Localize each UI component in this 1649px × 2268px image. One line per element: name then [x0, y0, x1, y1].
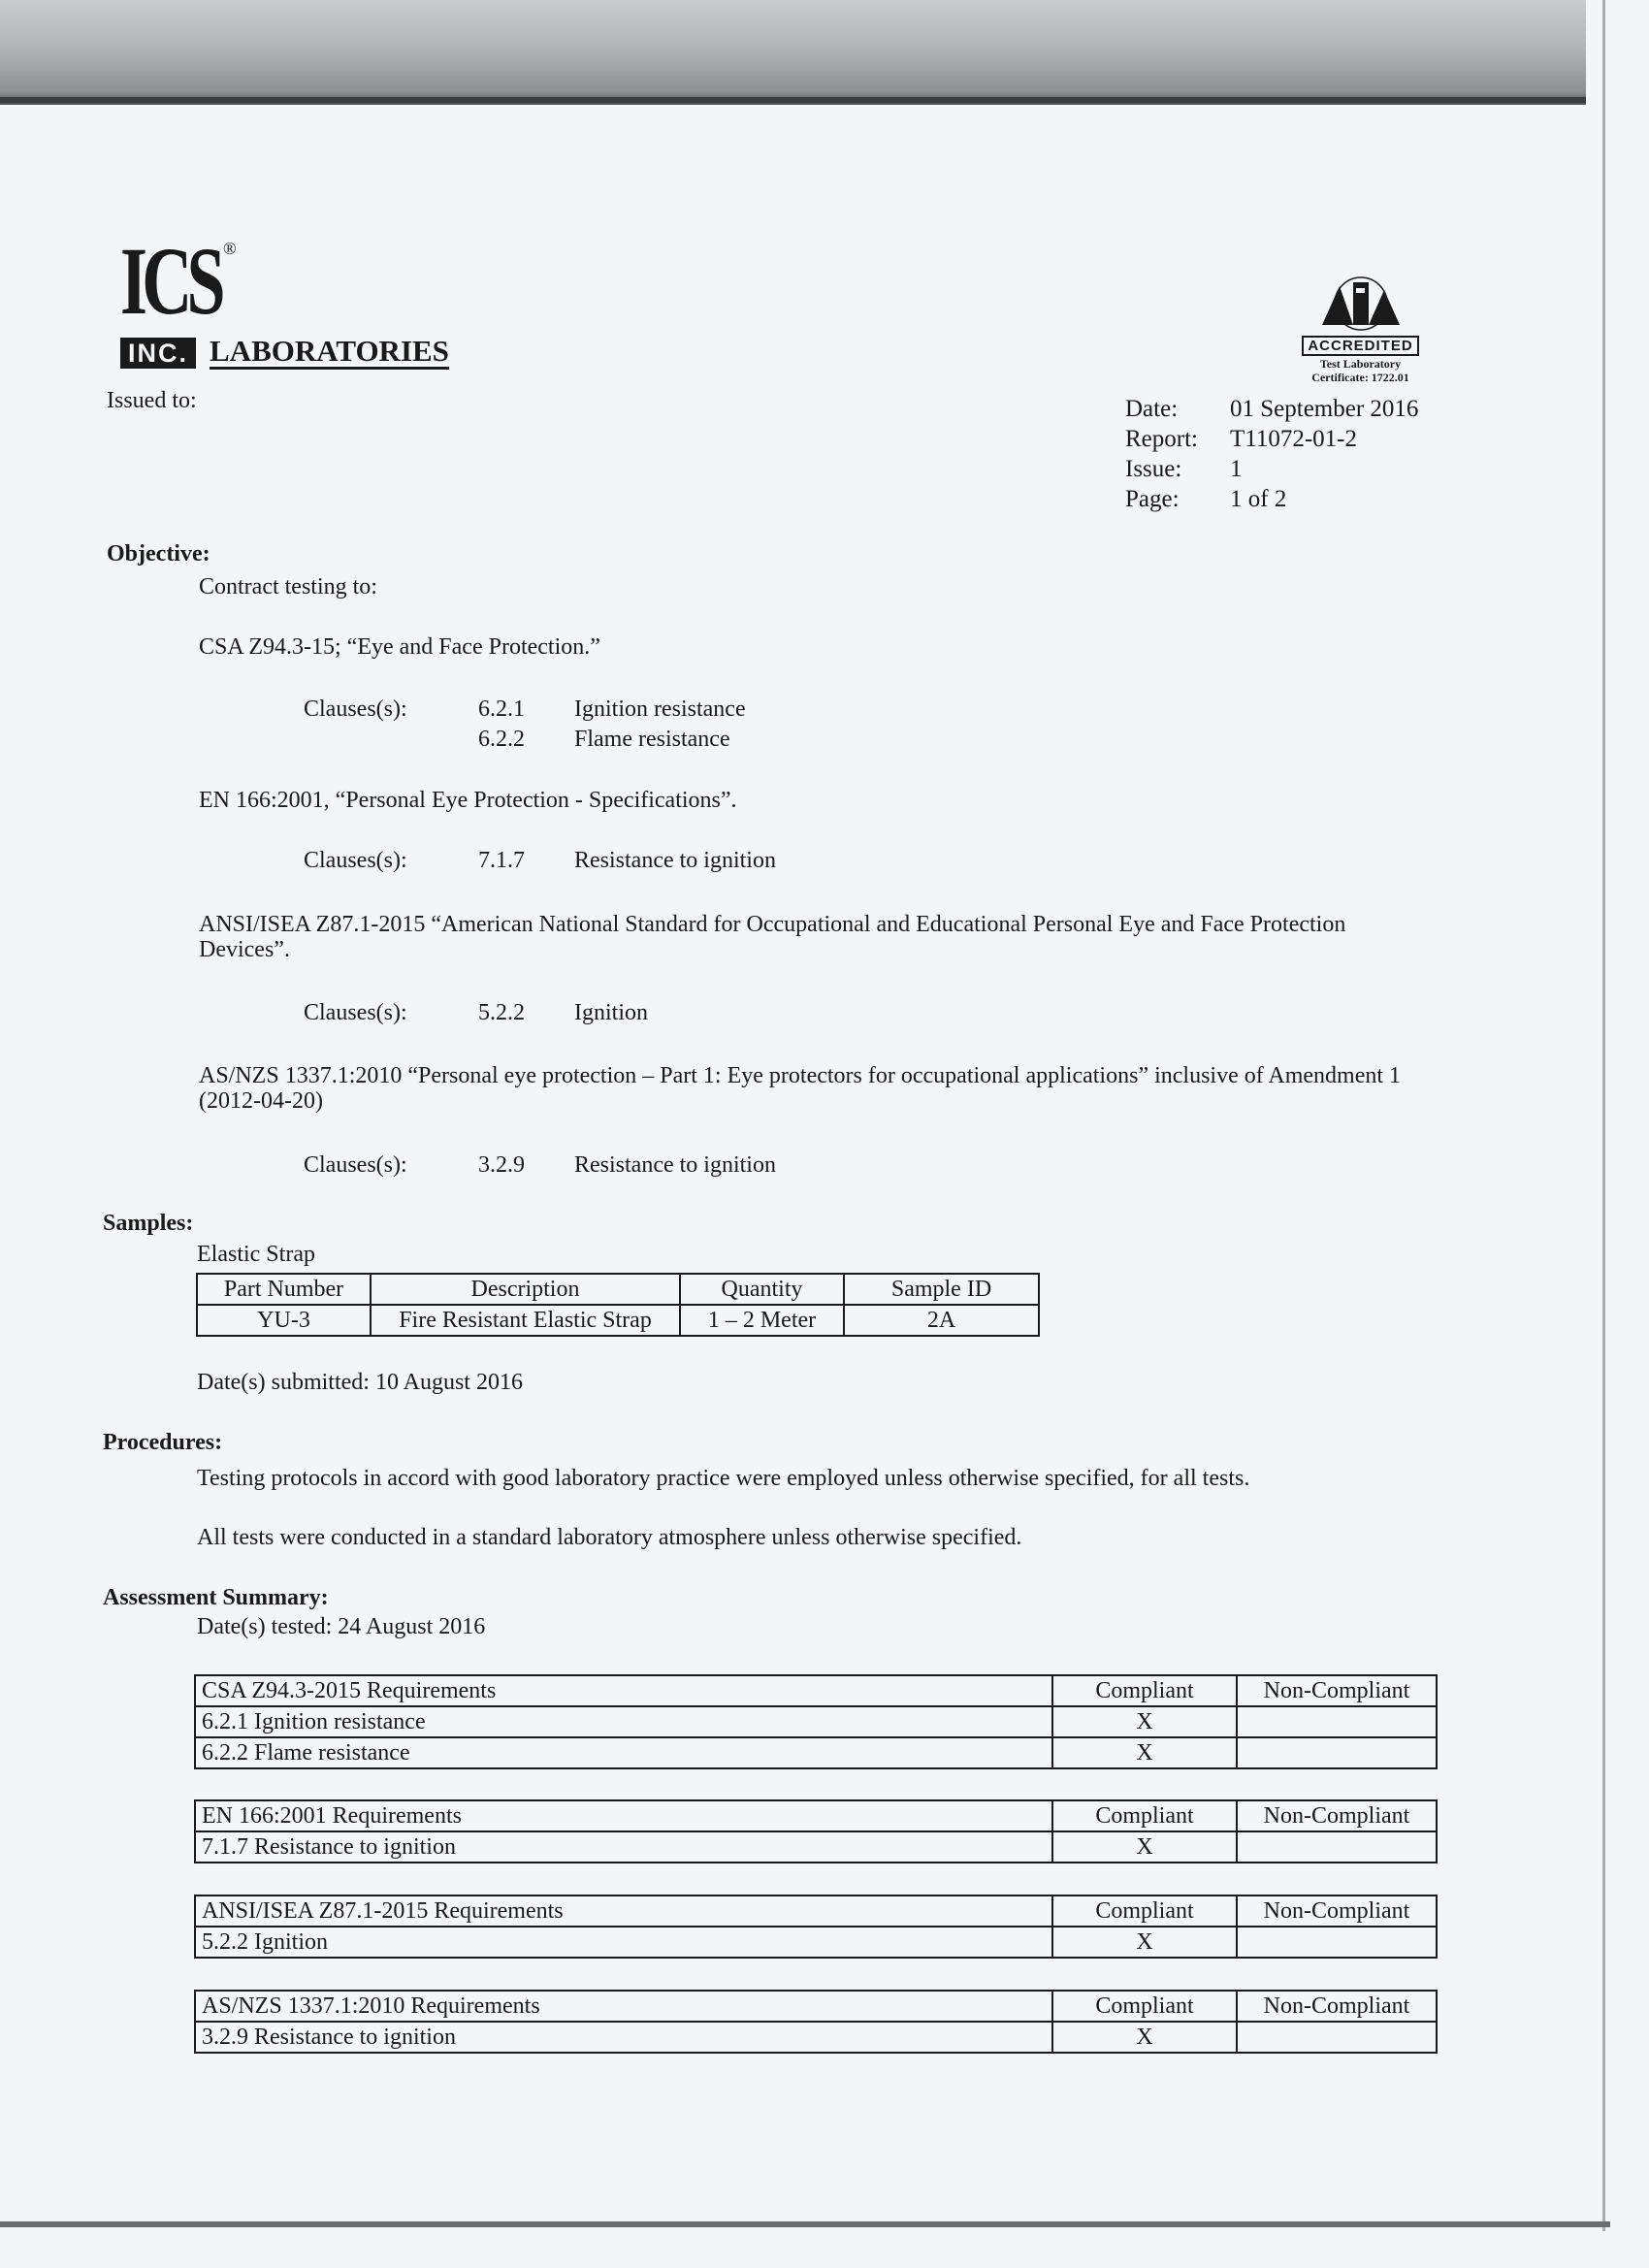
ansi-title: ANSI/ISEA Z87.1-2015 “American National Standard for Occupational and Educational Personal Eye and Face Protection Devices”.	[199, 912, 1346, 962]
table-cell: Fire Resistant Elastic Strap	[371, 1305, 680, 1336]
clause-number: 6.2.1	[478, 697, 525, 722]
clause-number: 6.2.2	[478, 727, 525, 752]
clauses-label: Clauses(s):	[304, 848, 407, 873]
assessment-table-csa	[194, 1674, 1438, 1769]
table-row	[195, 1706, 1437, 1737]
table-cell: 1 – 2 Meter	[680, 1305, 844, 1336]
table-cell: 6.2.1 Ignition resistance	[195, 1706, 1052, 1737]
assessment-table-asnzs	[194, 1990, 1438, 2054]
table-header: Part Number	[197, 1274, 371, 1305]
table-header: Compliant	[1052, 1991, 1237, 2022]
table-header: Compliant	[1052, 1675, 1237, 1706]
meta-row	[1125, 396, 1418, 426]
table-header: CSA Z94.3-2015 Requirements	[195, 1675, 1052, 1706]
table-header-row	[195, 1991, 1437, 2022]
table-cell: X	[1052, 1737, 1237, 1768]
logo-laboratories: LABORATORIES	[210, 334, 449, 368]
table-header: Non-Compliant	[1237, 1895, 1437, 1927]
a2la-accreditation-mark	[1290, 276, 1431, 393]
table-header: Non-Compliant	[1237, 1991, 1437, 2022]
samples-heading: Samples:	[103, 1211, 194, 1236]
logo-registered: ®	[223, 239, 237, 258]
procedures-paragraph: Testing protocols in accord with good laboratory practice were employed unless otherwise specified, for all tests.	[197, 1466, 1250, 1491]
clauses-label: Clauses(s):	[304, 1000, 407, 1025]
meta-label: Date:	[1125, 396, 1179, 422]
meta-value: T11072-01-2	[1230, 426, 1357, 452]
issued-to-label: Issued to:	[107, 388, 197, 413]
meta-row	[1125, 486, 1418, 516]
meta-label: Page:	[1125, 486, 1180, 512]
asnzs-title: AS/NZS 1337.1:2010 “Personal eye protection – Part 1: Eye protectors for occupational applications” inclusive of Amendment 1 (2012-04-20)	[199, 1063, 1402, 1114]
assessment-table-ansi	[194, 1895, 1438, 1959]
table-cell: YU-3	[197, 1305, 371, 1336]
clause-number: 3.2.9	[478, 1152, 525, 1178]
table-cell: X	[1052, 1927, 1237, 1958]
clause-name: Ignition	[574, 1000, 648, 1025]
table-header: ANSI/ISEA Z87.1-2015 Requirements	[195, 1895, 1052, 1927]
table-cell	[1237, 1737, 1437, 1768]
procedures-paragraph: All tests were conducted in a standard laboratory atmosphere unless otherwise specified.	[197, 1525, 1022, 1550]
table-cell: 5.2.2 Ignition	[195, 1927, 1052, 1958]
procedures-heading: Procedures:	[103, 1430, 223, 1455]
table-header-row	[195, 1675, 1437, 1706]
table-row	[197, 1305, 1039, 1336]
meta-row	[1125, 426, 1418, 456]
table-header: Description	[371, 1274, 680, 1305]
ics-logo	[116, 227, 485, 369]
objective-heading: Objective:	[107, 541, 210, 567]
clause-number: 7.1.7	[478, 848, 525, 873]
table-cell: 6.2.2 Flame resistance	[195, 1737, 1052, 1768]
table-header: Non-Compliant	[1237, 1800, 1437, 1831]
table-header: AS/NZS 1337.1:2010 Requirements	[195, 1991, 1052, 2022]
meta-value: 1 of 2	[1230, 486, 1287, 512]
meta-row	[1125, 456, 1418, 486]
clause-number: 5.2.2	[478, 1000, 525, 1025]
samples-table	[196, 1273, 1040, 1337]
clauses-label: Clauses(s):	[304, 697, 407, 722]
table-header: Quantity	[680, 1274, 844, 1305]
table-header: EN 166:2001 Requirements	[195, 1800, 1052, 1831]
table-cell	[1237, 1927, 1437, 1958]
table-header-row	[195, 1800, 1437, 1831]
table-row	[195, 1831, 1437, 1863]
clauses-label: Clauses(s):	[304, 1152, 407, 1178]
date-submitted: Date(s) submitted: 10 August 2016	[197, 1370, 523, 1395]
table-row	[195, 1927, 1437, 1958]
samples-caption: Elastic Strap	[197, 1242, 315, 1267]
accreditation-certificate: Certificate: 1722.01	[1311, 371, 1409, 384]
meta-label: Report:	[1125, 426, 1198, 452]
meta-value: 1	[1230, 456, 1243, 482]
table-header: Compliant	[1052, 1800, 1237, 1831]
assessment-table-en	[194, 1799, 1438, 1863]
clause-name: Resistance to ignition	[574, 1152, 776, 1178]
assessment-heading: Assessment Summary:	[103, 1585, 329, 1610]
table-cell: 7.1.7 Resistance to ignition	[195, 1831, 1052, 1863]
table-header-row	[197, 1274, 1039, 1305]
accredited-badge: ACCREDITED	[1302, 336, 1418, 356]
en-title: EN 166:2001, “Personal Eye Protection - Specifications”.	[199, 788, 737, 813]
table-cell: 3.2.9 Resistance to ignition	[195, 2022, 1052, 2053]
csa-title: CSA Z94.3-15; “Eye and Face Protection.”	[199, 634, 600, 660]
table-cell: X	[1052, 2022, 1237, 2053]
report-meta	[1125, 396, 1418, 516]
clause-name: Resistance to ignition	[574, 848, 776, 873]
logo-ics: ICS	[120, 227, 220, 335]
date-tested: Date(s) tested: 24 August 2016	[197, 1614, 486, 1639]
accreditation-line: Test Laboratory	[1319, 357, 1402, 371]
table-row	[195, 2022, 1437, 2053]
table-header-row	[195, 1895, 1437, 1927]
objective-intro: Contract testing to:	[199, 574, 377, 599]
table-cell	[1237, 2022, 1437, 2053]
table-header: Sample ID	[844, 1274, 1039, 1305]
meta-value: 01 September 2016	[1230, 396, 1419, 422]
table-cell: X	[1052, 1706, 1237, 1737]
table-header: Compliant	[1052, 1895, 1237, 1927]
logo-inc: INC.	[120, 338, 196, 369]
table-cell: 2A	[844, 1305, 1039, 1336]
table-header: Non-Compliant	[1237, 1675, 1437, 1706]
clause-name: Flame resistance	[574, 727, 730, 752]
table-cell: X	[1052, 1831, 1237, 1863]
table-row	[195, 1737, 1437, 1768]
meta-label: Issue:	[1125, 456, 1182, 482]
table-cell	[1237, 1706, 1437, 1737]
table-cell	[1237, 1831, 1437, 1863]
clause-name: Ignition resistance	[574, 697, 746, 722]
a2la-emblem-icon	[1314, 276, 1407, 331]
